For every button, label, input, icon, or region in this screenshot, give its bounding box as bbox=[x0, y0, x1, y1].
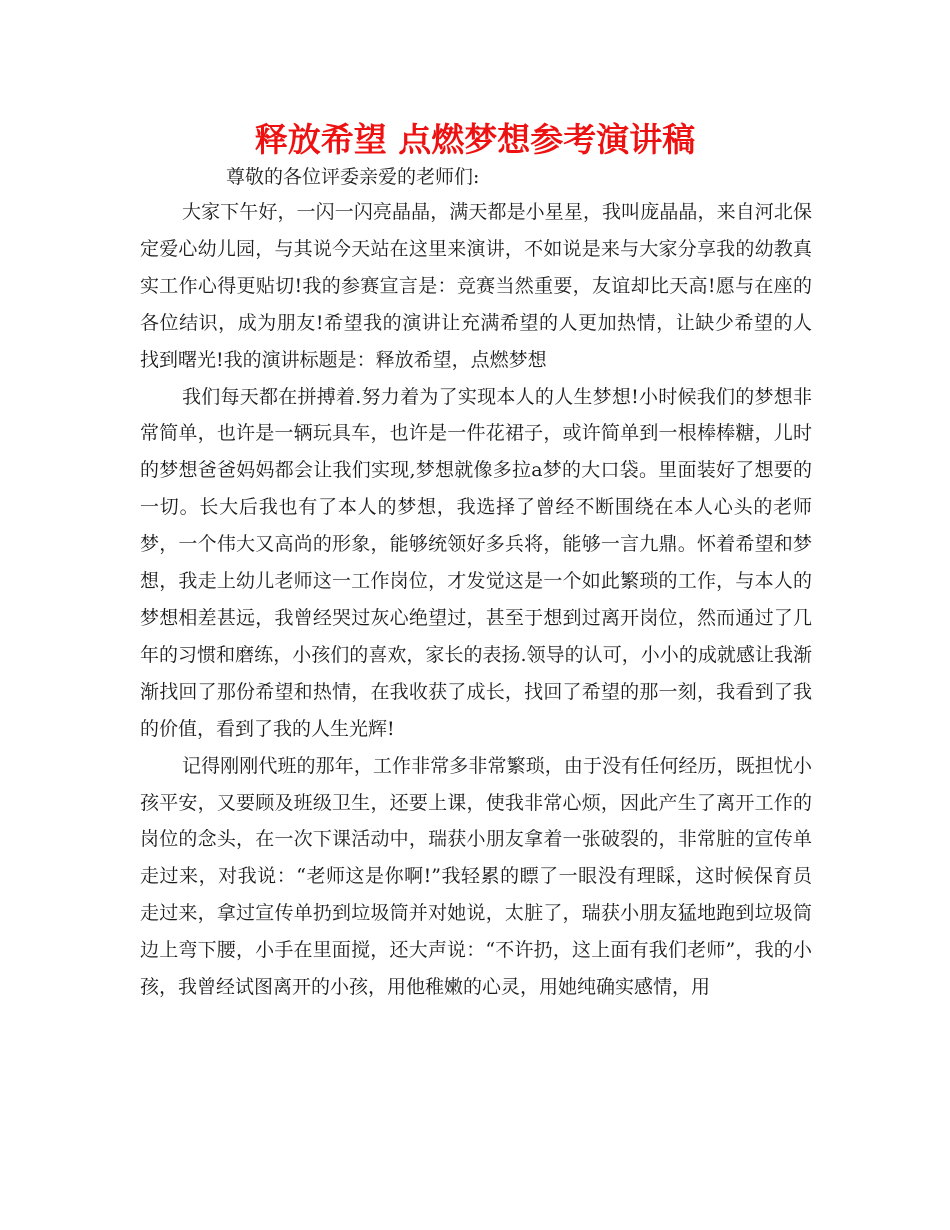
paragraph-3: 记得刚刚代班的那年，工作非常多非常繁琐，由于没有任何经历，既担忧小孩平安，又要顾及班级卫生，还要上课，使我非常心烦，因此产生了离开工作的岗位的念头，在一次下课活动中，瑞获小朋友拿着一张破裂的，非常脏的宣传单走过来，对我说：“老师这是你啊!”我轻累的瞟了一眼没有理睬，这时候保育员走过来，拿过宣传单扔到垃圾筒并对她说，太脏了，瑞获小朋友猛地跑到垃圾筒边上弯下腰，小手在里面搅，还大声说：“不许扔，这上面有我们老师”，我的小孩，我曾经试图离开的小孩，用他稚嫩的心灵，用她纯确实感情，用 bbox=[140, 754, 812, 999]
document-title: 释放希望 点燃梦想参考演讲稿 bbox=[254, 120, 696, 159]
paragraph-2: 我们每天都在拼搏着.努力着为了实现本人的人生梦想!小时候我们的梦想非常简单，也许是一辆玩具车，也许是一件花裙子，或许简单到一根棒棒糖，儿时的梦想爸爸妈妈都会让我们实现,梦想就像多拉a梦的大口袋。里面装好了想要的一切。长大后我也有了本人的梦想，我选择了曾经不断围绕在本人心头的老师梦，一个伟大又高尚的形象，能够统领好多兵将，能够一言九鼎。怀着希望和梦想，我走上幼儿老师这一工作岗位，才发觉这是一个如此繁琐的工作，与本人的梦想相差甚远，我曾经哭过灰心绝望过，甚至于想到过离开岗位，然而通过了几年的习惯和磨练，小孩们的喜欢，家长的表扬.领导的认可，小小的成就感让我渐渐找回了那份希望和热情，在我收获了成长，找回了希望的那一刻，我看到了我的价值，看到了我的人生光辉! bbox=[140, 385, 812, 740]
paragraph-1: 大家下午好，一闪一闪亮晶晶，满天都是小星星，我叫庞晶晶，来自河北保定爱心幼儿园，与其说今天站在这里来演讲，不如说是来与大家分享我的幼教真实工作心得更贴切!我的参赛宣言是：竞赛当然重要，友谊却比天高!愿与在座的各位结识，成为朋友!希望我的演讲让充满希望的人更加热情，让缺少希望的人找到曙光!我的演讲标题是：释放希望，点燃梦想 bbox=[140, 201, 812, 371]
document-body bbox=[140, 164, 812, 1006]
salutation: 尊敬的各位评委亲爱的老师们: bbox=[226, 166, 480, 188]
